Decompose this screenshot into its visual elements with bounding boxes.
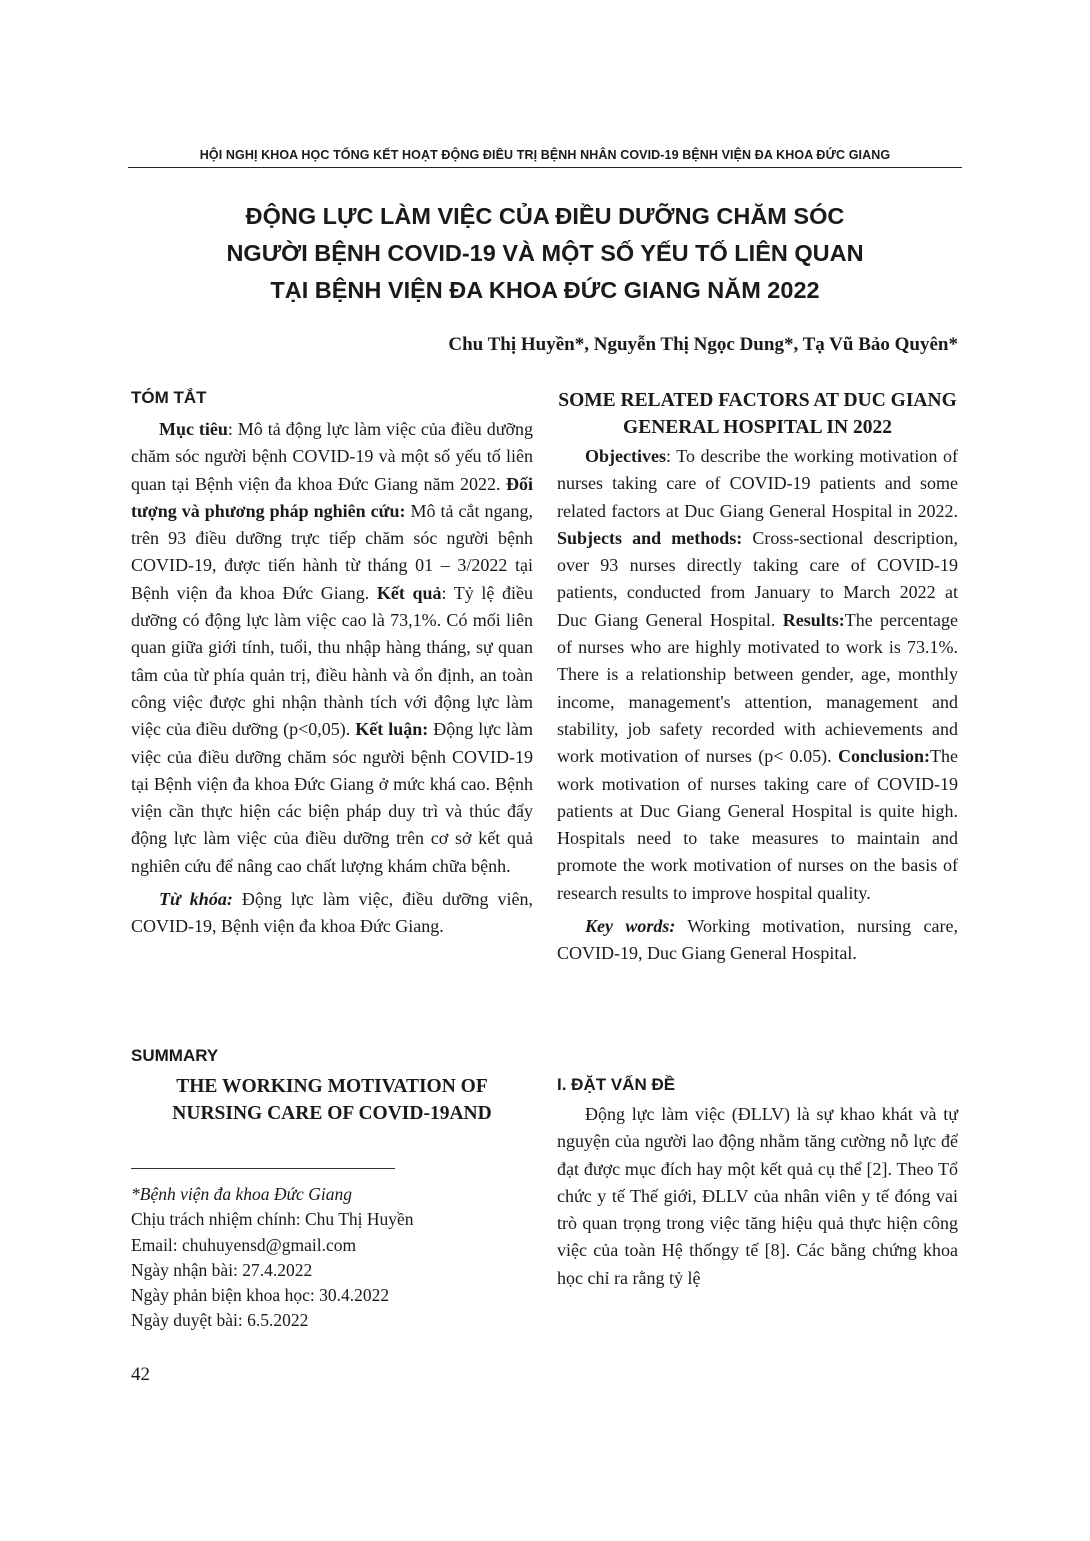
en-keywords <box>557 913 958 968</box>
objectives-text: : To describe the working motivation of nurses taking care of COVID-19 patients and some related factors at Duc Giang General Hospital in 2022. <box>557 446 958 521</box>
intro-section <box>557 1101 958 1292</box>
header-rule <box>128 167 962 168</box>
title-line-3: TẠI BỆNH VIỆN ĐA KHOA ĐỨC GIANG NĂM 2022 <box>270 277 820 303</box>
summary-heading: SUMMARY <box>131 1046 219 1065</box>
authors: Chu Thị Huyền*, Nguyễn Thị Ngọc Dung*, Tạ Vũ Bảo Quyên* <box>448 334 958 355</box>
footnote-rule <box>131 1168 395 1169</box>
results-text: : Tỷ lệ điều dưỡng có động lực làm việc cao là 73,1%. Có mối liên quan giữa giới tính, tuổi, thu nhập hàng tháng, sự quan tâm của từ phía quản trị, điều hành và ổn định, an toàn công việc được ghi nhận thành tích với động lực làm việc của điều dưỡng (p<0,05). <box>131 582 533 740</box>
objective-label: Mục tiêu <box>159 419 228 439</box>
vi-keywords <box>131 886 533 941</box>
date-accepted: Ngày duyệt bài: 6.5.2022 <box>131 1310 309 1331</box>
keywords-text: Động lực làm việc, điều dưỡng viên, COVID-19, Bệnh viện đa khoa Đức Giang. <box>131 889 533 937</box>
page-number: 42 <box>131 1364 150 1385</box>
methods-label: Đối tượng và phương pháp nghiên cứu: <box>131 473 533 521</box>
footnotes <box>131 1182 414 1334</box>
en-conclusion-text: The work motivation of nurses taking care of COVID-19 patients at Duc Giang General Hospital is quite high. Hospitals need to take measures to maintain and promote the work motivation of nurses on the basis of research results to improve hospital quality. <box>557 746 958 903</box>
summary-title-part-2: SOME RELATED FACTORS AT DUC GIANG GENERAL HOSPITAL IN 2022 <box>558 390 957 438</box>
en-conclusion-label: Conclusion: <box>837 746 931 767</box>
vi-abstract-body <box>131 416 533 880</box>
en-abstract-body <box>557 443 958 907</box>
subjects-methods-label: Subjects and methods: <box>557 527 743 548</box>
en-results-text: The percentage of nurses who are highly motivated to work is 73.1%. There is a relationship between gender, age, monthly income, management's attention, management and stability, job safety recorded with achievements and work motivation of nurses (p< 0.05). <box>557 609 959 767</box>
methods-text: Mô tả cắt ngang, trên 93 điều dưỡng trực tiếp chăm sóc người bệnh COVID-19, được tiến hành từ tháng 01 – 3/2022 tại Bệnh viện đa khoa Đức Giang. <box>131 500 533 603</box>
running-head: HỘI NGHỊ KHOA HỌC TỔNG KẾT HOẠT ĐỘNG ĐIỀU TRỊ BỆNH NHÂN COVID-19 BỆNH VIỆN ĐA KHOA ĐỨC GIANG <box>199 148 891 162</box>
summary-title-part-1: THE WORKING MOTIVATION OF NURSING CARE OF COVID-19AND <box>172 1076 492 1124</box>
subjects-methods-text: Cross-sectional description, over 93 nurses directly taking care of COVID-19 patients, conducted from January to March 2022 at Duc Giang General Hospital. <box>557 527 958 630</box>
date-received: Ngày nhận bài: 27.4.2022 <box>131 1259 313 1280</box>
title-line-2: NGƯỜI BỆNH COVID-19 VÀ MỘT SỐ YẾU TỐ LIÊN QUAN <box>226 240 864 266</box>
title-line-1: ĐỘNG LỰC LÀM VIỆC CỦA ĐIỀU DƯỠNG CHĂM SÓC <box>245 203 845 229</box>
vi-abstract-heading: TÓM TẮT <box>131 388 207 407</box>
en-keywords-text: Working motivation, nursing care, COVID-19, Duc Giang General Hospital. <box>557 916 958 964</box>
results-label: Kết quả <box>376 582 442 603</box>
objective-text: : Mô tả động lực làm việc của điều dưỡng chăm sóc người bệnh COVID-19 và một số yếu tố liên quan tại Bệnh viện đa khoa Đức Giang năm 2022. <box>131 419 533 494</box>
objectives-label: Objectives <box>585 446 666 466</box>
email: Email: chuhuyensd@gmail.com <box>131 1234 357 1255</box>
en-results-label: Results: <box>782 609 845 630</box>
conclusion-label: Kết luận: <box>355 719 429 740</box>
corresponding-author: Chịu trách nhiệm chính: Chu Thị Huyền <box>131 1209 414 1230</box>
intro-heading: I. ĐẶT VẤN ĐỀ <box>557 1075 676 1094</box>
affiliation-note: *Bệnh viện đa khoa Đức Giang <box>131 1184 352 1204</box>
en-keywords-label: Key words: <box>585 916 676 937</box>
conclusion-text: Động lực làm việc của điều dưỡng chăm sóc người bệnh COVID-19 tại Bệnh viện đa khoa Đức Giang ở mức khá cao. Bệnh viện cần thực hiện các biện pháp duy trì và thúc đẩy động lực làm việc của điều dưỡng trên cơ sở kết quả nghiên cứu để nâng cao chất lượng khám chữa bệnh. <box>131 719 533 876</box>
article-title <box>128 198 962 309</box>
keywords-label: Từ khóa: <box>159 889 233 910</box>
vi-abstract <box>131 416 533 941</box>
date-reviewed: Ngày phản biện khoa học: 30.4.2022 <box>131 1285 390 1306</box>
en-abstract <box>557 443 958 968</box>
intro-paragraph: Động lực làm việc (ĐLLV) là sự khao khát và tự nguyện của người lao động nhằm tăng cường nỗ lực để đạt được mục đích hay một kết quả cụ thể [2]. Theo Tổ chức y tế Thế giới, ĐLLV của nhân viên y tế đóng vai trò quan trọng trong việc tăng hiệu quả thực hiện công việc của toàn Hệ thốngy tế [8]. Các bằng chứng khoa học chỉ ra rằng tỷ lệ <box>557 1104 958 1288</box>
